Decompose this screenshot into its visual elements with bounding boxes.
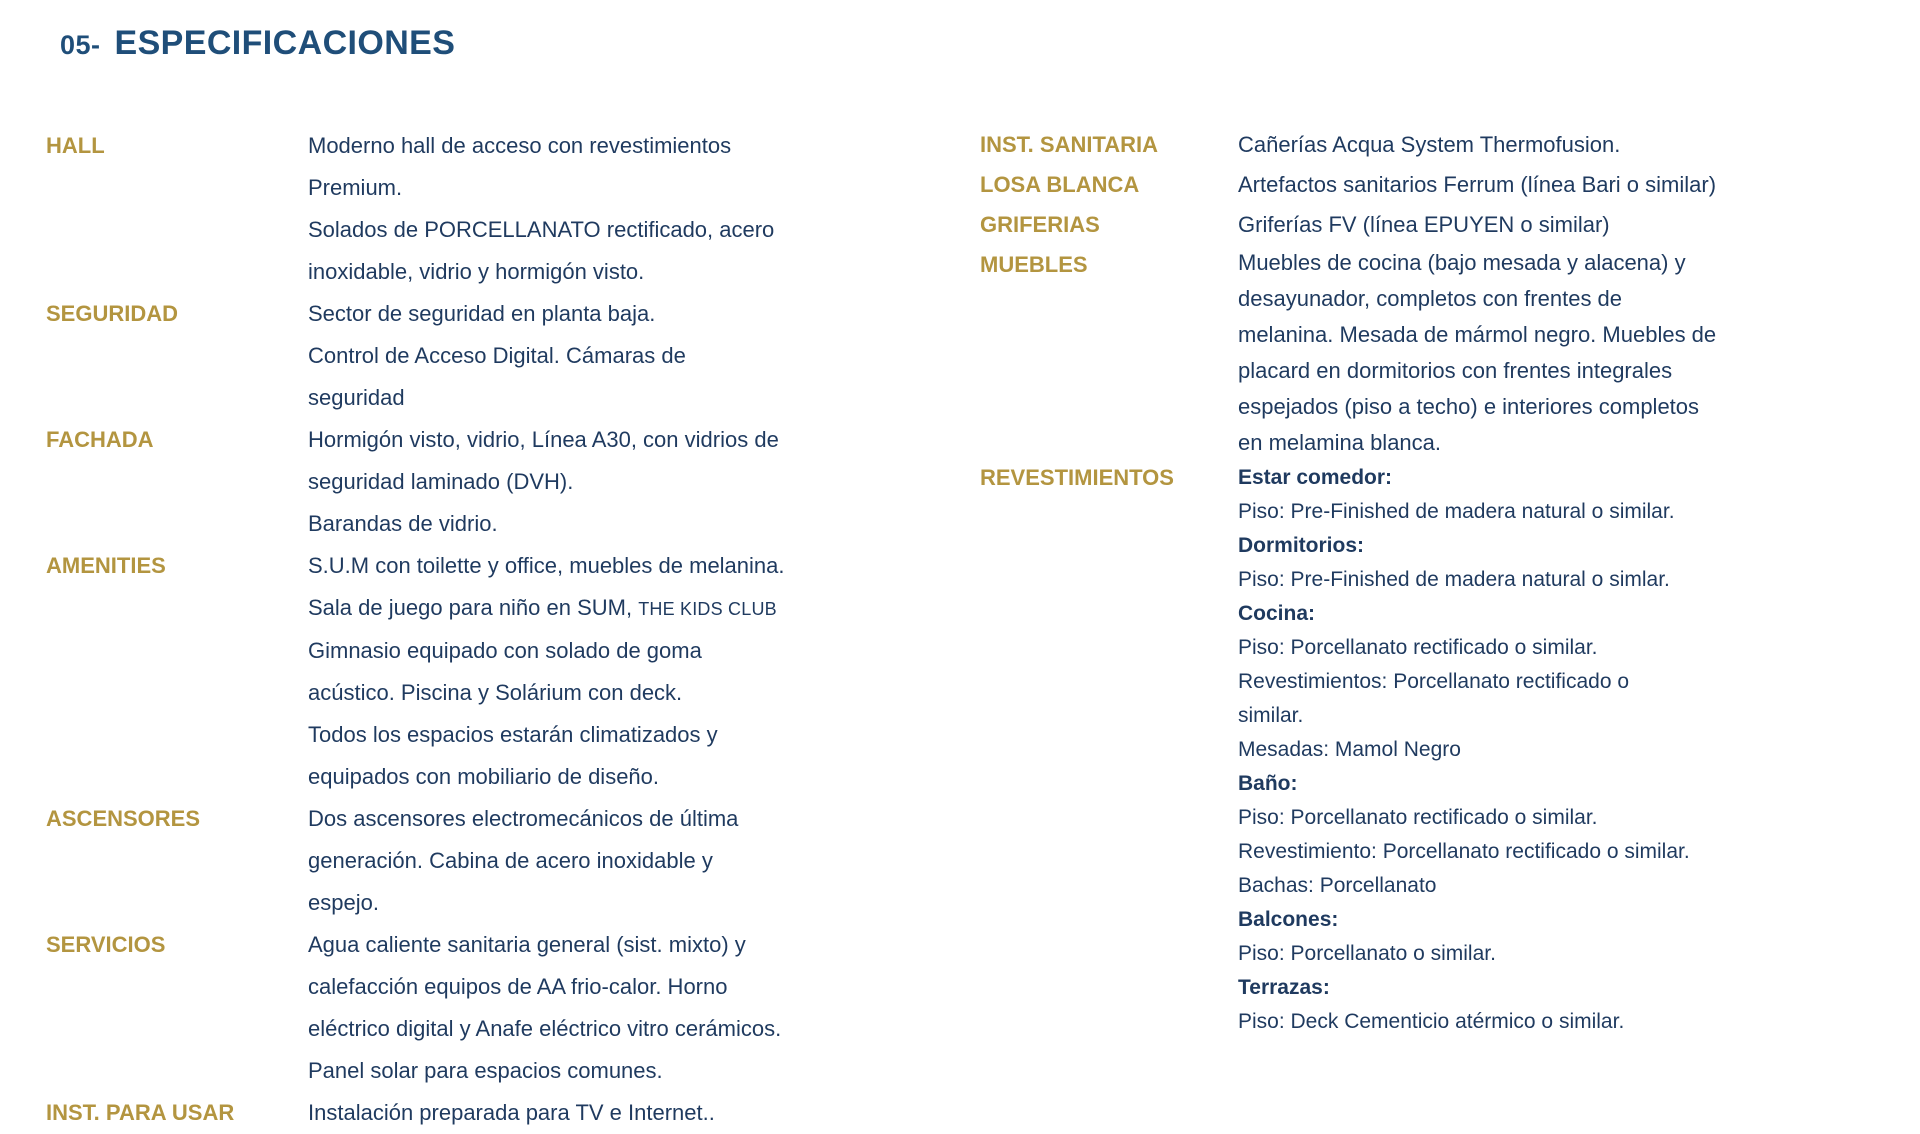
- spec-line: Solados de PORCELLANATO rectificado, acero: [308, 217, 775, 242]
- spec-line: calefacción equipos de AA frio-calor. Horno: [308, 974, 728, 999]
- rev-line: Bachas: Porcellanato: [1238, 874, 1437, 897]
- spec-body-losa-blanca: [1238, 165, 1920, 205]
- spec-row-amenities: [46, 545, 980, 798]
- spec-label-hall: HALL: [46, 133, 105, 158]
- rev-heading-balcones: Balcones:: [1238, 908, 1339, 931]
- spec-line: Sector de seguridad en planta baja.: [308, 301, 656, 326]
- rev-heading-bano: Baño:: [1238, 772, 1298, 795]
- spec-line: inoxidable, vidrio y hormigón visto.: [308, 259, 645, 284]
- spec-label-seguridad: SEGURIDAD: [46, 301, 179, 326]
- spec-body-hall: [308, 125, 980, 293]
- spec-line: Todos los espacios estarán climatizados y: [308, 722, 718, 747]
- spec-row-hall: [46, 125, 980, 293]
- spec-row-inst-sanitaria: [980, 125, 1920, 165]
- spec-row-muebles: [980, 245, 1920, 461]
- spec-line: acústico. Piscina y Solárium con deck.: [308, 680, 683, 705]
- spec-label-revestimientos: REVESTIMIENTOS: [980, 465, 1174, 490]
- spec-line: Dos ascensores electromecánicos de última: [308, 806, 739, 831]
- spec-line: generación. Cabina de acero inoxidable y: [308, 848, 713, 873]
- spec-row-fachada: [46, 419, 980, 545]
- spec-label-muebles: MUEBLES: [980, 252, 1088, 277]
- spec-line: Control de Acceso Digital. Cámaras de: [308, 343, 686, 368]
- spec-label-servicios: SERVICIOS: [46, 932, 166, 957]
- rev-line: Revestimientos: Porcellanato rectificado o: [1238, 670, 1630, 693]
- specs-left-column: [30, 125, 980, 1134]
- spec-row-servicios: [46, 924, 980, 1092]
- rev-line: Piso: Pre-Finished de madera natural o similar.: [1238, 500, 1675, 523]
- spec-line: Gimnasio equipado con solado de goma: [308, 638, 702, 663]
- spec-line: placard en dormitorios con frentes integrales: [1238, 358, 1673, 383]
- spec-line: equipados con mobiliario de diseño.: [308, 764, 660, 789]
- specs-right-column: [980, 125, 1920, 1039]
- spec-line: eléctrico digital y Anafe eléctrico vitro cerámicos.: [308, 1016, 782, 1041]
- rev-line: Piso: Porcellanato rectificado o similar.: [1238, 636, 1598, 659]
- spec-label-fachada: FACHADA: [46, 427, 154, 452]
- rev-heading-cocina: Cocina:: [1238, 602, 1316, 625]
- spec-line: seguridad: [308, 385, 405, 410]
- spec-body-fachada: [308, 419, 980, 545]
- rev-line: Mesadas: Mamol Negro: [1238, 738, 1461, 761]
- rev-heading-dormitorios: Dormitorios:: [1238, 534, 1364, 557]
- spec-line: Sala de juego para niño en SUM, THE KIDS CLUB: [308, 595, 777, 620]
- spec-line: Panel solar para espacios comunes.: [308, 1058, 663, 1083]
- page-title: [30, 24, 1890, 63]
- spec-line: Cañerías Acqua System Thermofusion.: [1238, 132, 1621, 157]
- spec-body-seguridad: [308, 293, 980, 419]
- spec-body-muebles: [1238, 245, 1920, 461]
- rev-line: Piso: Pre-Finished de madera natural o simlar.: [1238, 568, 1670, 591]
- page-title-text: ESPECIFICACIONES: [114, 24, 456, 62]
- spec-line: Hormigón visto, vidrio, Línea A30, con vidrios de: [308, 427, 779, 452]
- spec-line: Griferías FV (línea EPUYEN o similar): [1238, 212, 1610, 237]
- spec-line: melanina. Mesada de mármol negro. Muebles de: [1238, 322, 1717, 347]
- spec-label-losa-blanca: LOSA BLANCA: [980, 172, 1140, 197]
- rev-line: Revestimiento: Porcellanato rectificado o similar.: [1238, 840, 1690, 863]
- spec-row-seguridad: [46, 293, 980, 419]
- spec-line: Barandas de vidrio.: [308, 511, 498, 536]
- rev-line: similar.: [1238, 704, 1304, 727]
- spec-label-inst-para-usar: INST. PARA USAR: [46, 1100, 235, 1125]
- spec-body-revestimientos: [1238, 461, 1690, 1039]
- spec-line: Muebles de cocina (bajo mesada y alacena) y: [1238, 250, 1686, 275]
- spec-line: Premium.: [308, 175, 403, 200]
- rev-line: Piso: Deck Cementicio atérmico o similar.: [1238, 1010, 1625, 1033]
- specs-columns: [30, 125, 1890, 1134]
- spec-line: espejo.: [308, 890, 379, 915]
- spec-label-inst-sanitaria: INST. SANITARIA: [980, 132, 1159, 157]
- spec-row-ascensores: [46, 798, 980, 924]
- spec-row-revestimientos: [980, 461, 1920, 1039]
- spec-row-griferias: [980, 205, 1920, 245]
- spec-line: S.U.M con toilette y office, muebles de melanina.: [308, 553, 785, 578]
- spec-line: en melamina blanca.: [1238, 430, 1442, 455]
- spec-body-amenities: [308, 545, 980, 798]
- spec-line: seguridad laminado (DVH).: [308, 469, 574, 494]
- spec-line: Moderno hall de acceso con revestimientos: [308, 133, 732, 158]
- spec-line: espejados (piso a techo) e interiores completos: [1238, 394, 1700, 419]
- spec-label-amenities: AMENITIES: [46, 553, 166, 578]
- spec-body-inst-sanitaria: [1238, 125, 1920, 165]
- spec-label-ascensores: ASCENSORES: [46, 806, 201, 831]
- spec-line: desayunador, completos con frentes de: [1238, 286, 1623, 311]
- spec-line: Artefactos sanitarios Ferrum (línea Bari o similar): [1238, 172, 1717, 197]
- rev-heading-estar-comedor: Estar comedor:: [1238, 466, 1393, 489]
- spec-body-griferias: [1238, 205, 1920, 245]
- spec-row-inst-para-usar: [46, 1092, 980, 1134]
- rev-heading-terrazas: Terrazas:: [1238, 976, 1330, 999]
- spec-row-losa-blanca: [980, 165, 1920, 205]
- spec-body-servicios: [308, 924, 980, 1092]
- spec-body-ascensores: [308, 798, 980, 924]
- spec-line: Instalación preparada para TV e Internet..: [308, 1100, 715, 1125]
- rev-line: Piso: Porcellanato rectificado o similar.: [1238, 806, 1598, 829]
- spec-line: Agua caliente sanitaria general (sist. mixto) y: [308, 932, 746, 957]
- rev-line: Piso: Porcellanato o similar.: [1238, 942, 1496, 965]
- spec-body-inst-para-usar: [308, 1092, 980, 1134]
- page-title-number: 05-: [60, 30, 101, 60]
- spec-label-griferias: GRIFERIAS: [980, 212, 1100, 237]
